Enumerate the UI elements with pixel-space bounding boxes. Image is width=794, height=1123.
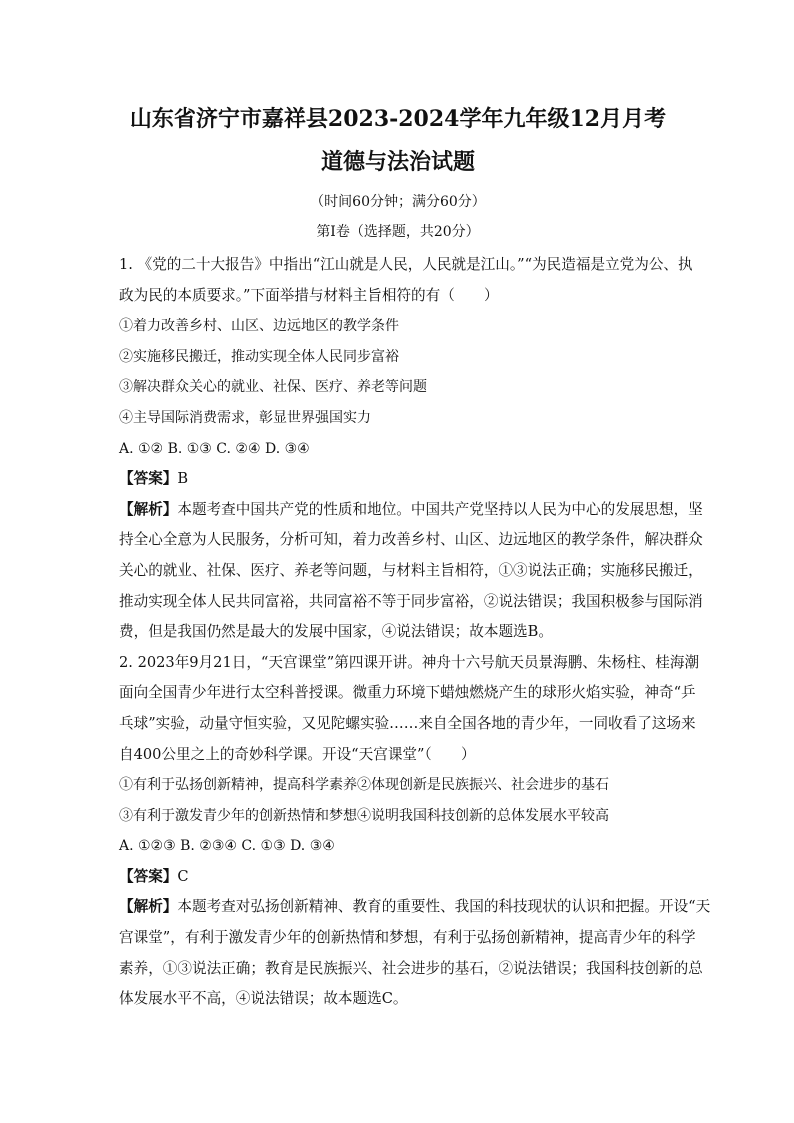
question-2: [119, 648, 711, 1015]
analysis-text: 本题考查中国共产党的性质和地位。中国共产党坚持以人民为中心的发展思想，坚: [177, 500, 703, 518]
analysis-line: 持全心全意为人民服务，分析可知，着力改善乡村、山区、边远地区的教学条件，解决群众: [119, 531, 703, 549]
analysis-line: 关心的就业、社保、医疗、养老等问题，与材料主旨相符，①③说法正确；实施移民搬迁，: [119, 561, 703, 579]
question-stem-line: 1. 《党的二十大报告》中指出“江山就是人民，人民就是江山。”“为民造福是立党为公、执: [119, 256, 693, 273]
answer-value: C: [177, 867, 189, 885]
analysis-line: [119, 892, 711, 923]
statement-option: ①着力改善乡村、山区、边远地区的教学条件: [119, 318, 399, 335]
section-heading: 第Ⅰ卷（选择题，共20分）: [316, 224, 480, 240]
analysis-text: 本题考查对弘扬创新精神、教育的重要性、我国的科技现状的认识和把握。开设“天: [177, 898, 711, 916]
exam-subject: 道德与法治试题: [320, 149, 475, 175]
answer-label: 【答案】: [119, 470, 178, 488]
answer-choices: A. ①② B. ①③ C. ②④ D. ③④: [119, 440, 310, 457]
statement-option: ③解决群众关心的就业、社保、医疗、养老等问题: [119, 379, 427, 396]
statement-option: ③有利于激发青少年的创新热情和梦想④说明我国科技创新的总体发展水平较高: [119, 807, 609, 824]
exam-title: 山东省济宁市嘉祥县2023-2024学年九年级12月月考: [129, 106, 667, 132]
answer-line: [119, 862, 677, 893]
time-note: （时间60分钟；满分60分）: [310, 194, 486, 210]
analysis-line: 素养，①③说法正确；教育是民族振兴、社会进步的基石，②说法错误；我国科技创新的总: [119, 959, 703, 977]
statement-option: ②实施移民搬迁，推动实现全体人民同步富裕: [119, 348, 399, 365]
analysis-line: [119, 495, 703, 526]
questions: [119, 250, 711, 1015]
question-1: [119, 250, 703, 648]
answer-line: [119, 464, 677, 495]
answer-value: B: [177, 470, 189, 488]
statement-option: ①有利于弘扬创新精神，提高科学素养②体现创新是民族振兴、社会进步的基石: [119, 777, 609, 794]
question-stem-line: 自400公里之上的奇妙科学课。开设“天宫课堂”（ ）: [119, 745, 476, 763]
statement-option: ④主导国际消费需求，彰显世界强国实力: [119, 409, 371, 426]
question-stem-line: 面向全国青少年进行太空科普授课。微重力环境下蜡烛燃烧产生的球形火焰实验，神奇“乒: [119, 684, 696, 702]
analysis-line: 费，但是我国仍然是最大的发展中国家，④说法错误；故本题选B。: [119, 623, 553, 641]
question-stem-line: 乓球”实验，动量守恒实验，又见陀螺实验……来自全国各地的青少年，一同收看了这场来: [119, 714, 696, 732]
analysis-label: 【解析】: [119, 898, 178, 916]
analysis-label: 【解析】: [119, 500, 178, 518]
question-stem-line: 政为民的本质要求。”下面举措与材料主旨相符的有（ ）: [119, 286, 499, 304]
analysis-line: 体发展水平不高，④说法错误；故本题选C。: [119, 990, 408, 1008]
analysis-line: 推动实现全体人民共同富裕，共同富裕不等于同步富裕，②说法错误；我国积极参与国际消: [119, 592, 703, 610]
answer-choices: A. ①②③ B. ②③④ C. ①③ D. ③④: [119, 838, 335, 855]
question-stem-line: 2. 2023年9月21日，“天宫课堂”第四课开讲。神舟十六号航天员景海鹏、朱杨柱、桂海潮: [119, 653, 700, 671]
analysis-line: 宫课堂”，有利于激发青少年的创新热情和梦想，有利于弘扬创新精神，提高青少年的科学: [119, 929, 696, 947]
answer-label: 【答案】: [119, 867, 178, 885]
